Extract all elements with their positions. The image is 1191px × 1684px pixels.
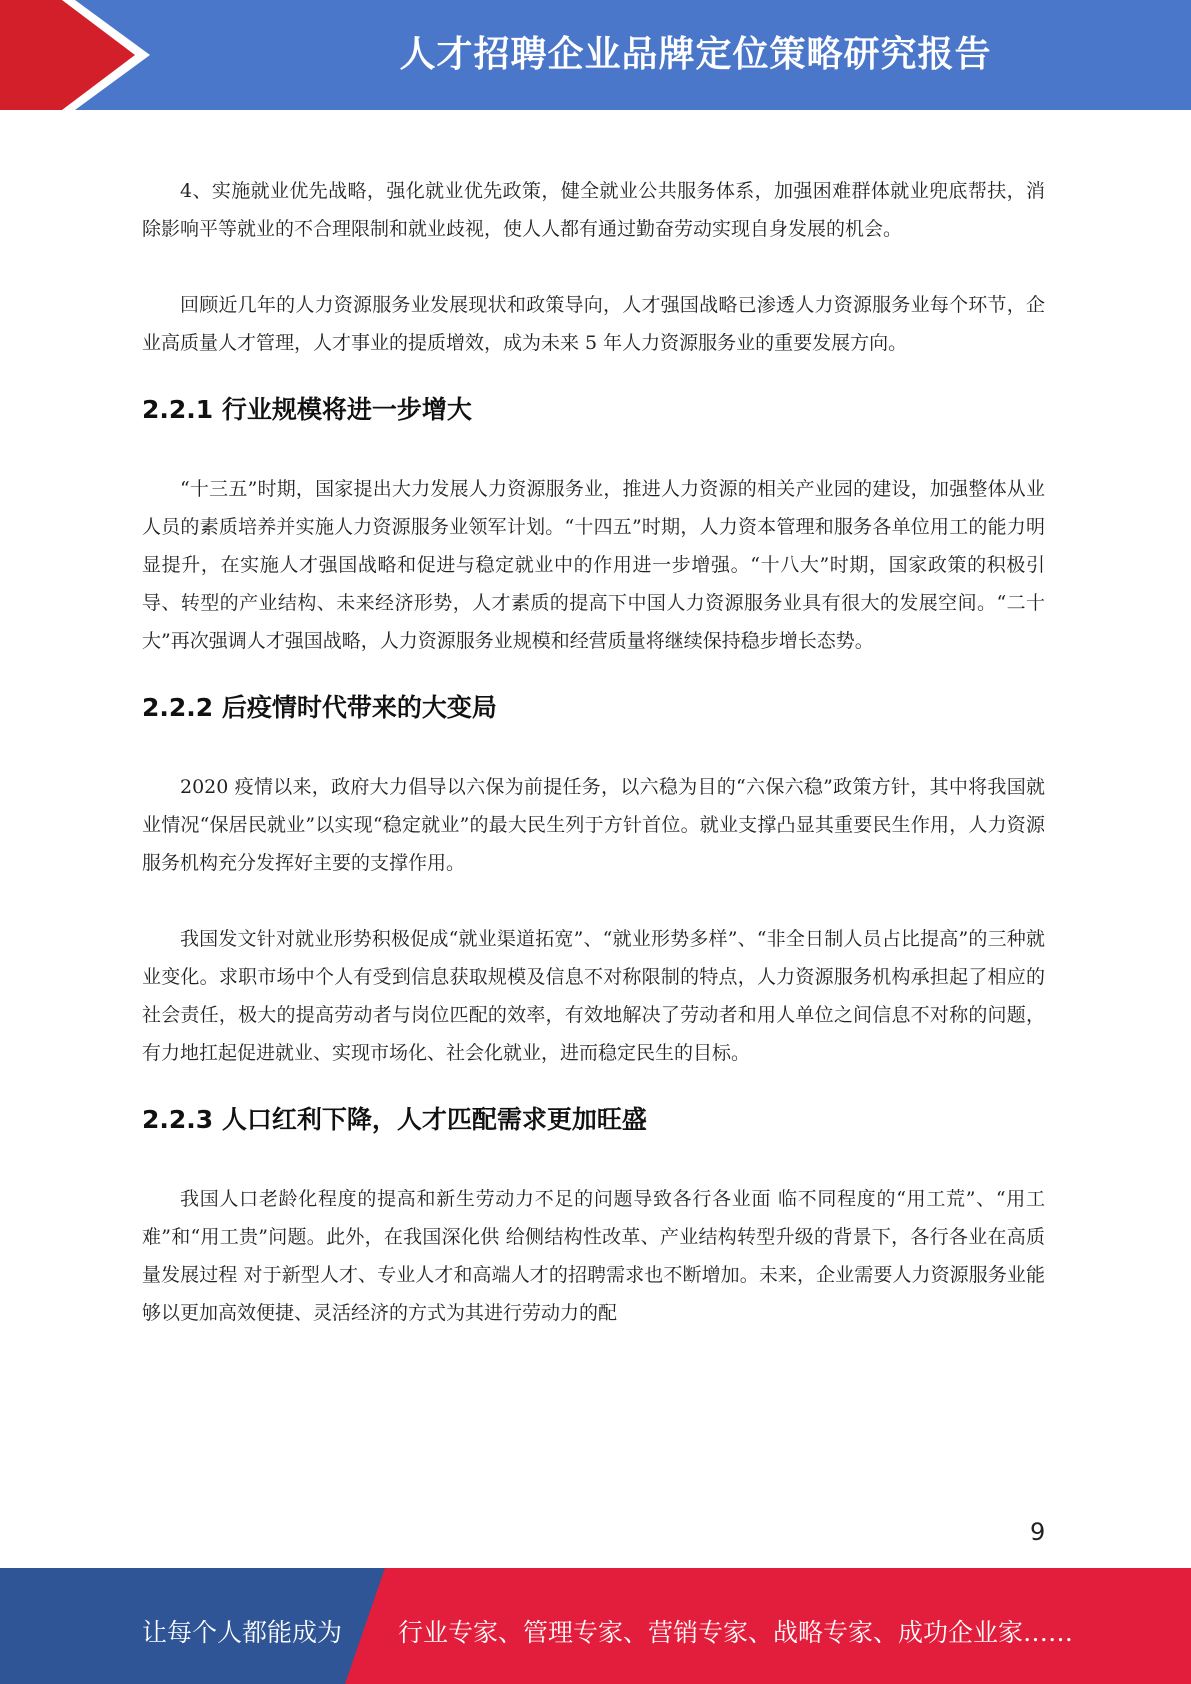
footer-slogan-right: 行业专家、管理专家、营销专家、战略专家、成功企业家…… (398, 1618, 1074, 1647)
main-content (142, 172, 1045, 1332)
section-heading-2-2-3: 2.2.3 人口红利下降，人才匹配需求更加旺盛 (142, 1105, 647, 1134)
paragraph: 回顾近几年的人力资源服务业发展现状和政策导向，人才强国战略已渗透人力资源服务业每个环节，企业高质量人才管理，人才事业的提质增效，成为未来 5 年人力资源服务业的重要发展方向。 (142, 294, 1045, 354)
paragraph: 2020 疫情以来，政府大力倡导以六保为前提任务，以六稳为目的“六保六稳”政策方针，其中将我国就业情况“保居民就业”以实现“稳定就业”的最大民生列于方针首位。就业支撑凸显其重要民生作用，人力资源服务机构充分发挥好主要的支撑作用。 (142, 776, 1045, 874)
paragraph: 4、实施就业优先战略，强化就业优先政策，健全就业公共服务体系，加强困难群体就业兜底帮扶，消除影响平等就业的不合理限制和就业歧视，使人人都有通过勤奋劳动实现自身发展的机会。 (142, 180, 1045, 240)
section-heading-2-2-2: 2.2.2 后疫情时代带来的大变局 (142, 693, 497, 722)
paragraph: “十三五”时期，国家提出大力发展人力资源服务业，推进人力资源的相关产业园的建设，加强整体从业人员的素质培养并实施人力资源服务业领军计划。“十四五”时期，人力资本管理和服务各单位用工的能力明显提升，在实施人才强国战略和促进与稳定就业中的作用进一步增强。“十八大”时期，国家政策的积极引导、转型的产业结构、未来经济形势，人才素质的提高下中国人力资源服务业具有很大的发展空间。“二十大”再次强调人才强国战略，人力资源服务业规模和经营质量将继续保持稳步增长态势。 (142, 478, 1045, 652)
section-heading-2-2-1: 2.2.1 行业规模将进一步增大 (142, 395, 472, 424)
page-header (0, 0, 1191, 110)
report-title: 人才招聘企业品牌定位策略研究报告 (399, 34, 992, 75)
footer-slogan-left: 让每个人都能成为 (142, 1618, 343, 1647)
paragraph: 我国发文针对就业形势积极促成“就业渠道拓宽”、“就业形势多样”、“非全日制人员占比提高”的三种就业变化。求职市场中个人有受到信息获取规模及信息不对称限制的特点，人力资源服务机构承担起了相应的社会责任，极大的提高劳动者与岗位匹配的效率，有效地解决了劳动者和用人单位之间信息不对称的问题，有力地扛起促进就业、实现市场化、社会化就业，进而稳定民生的目标。 (142, 928, 1045, 1064)
paragraph: 我国人口老龄化程度的提高和新生劳动力不足的问题导致各行各业面 临不同程度的“用工荒”、“用工难”和“用工贵”问题。此外，在我国深化供 给侧结构性改革、产业结构转型升级的背景下，各行各业在高质量发展过程 对于新型人才、专业人才和高端人才的招聘需求也不断增加。未来，企业需要人力资源服务业能够以更加高效便捷、灵活经济的方式为其进行劳动力的配 (142, 1188, 1045, 1324)
page-number: 9 (1030, 1518, 1046, 1546)
page-footer (0, 1568, 1191, 1684)
